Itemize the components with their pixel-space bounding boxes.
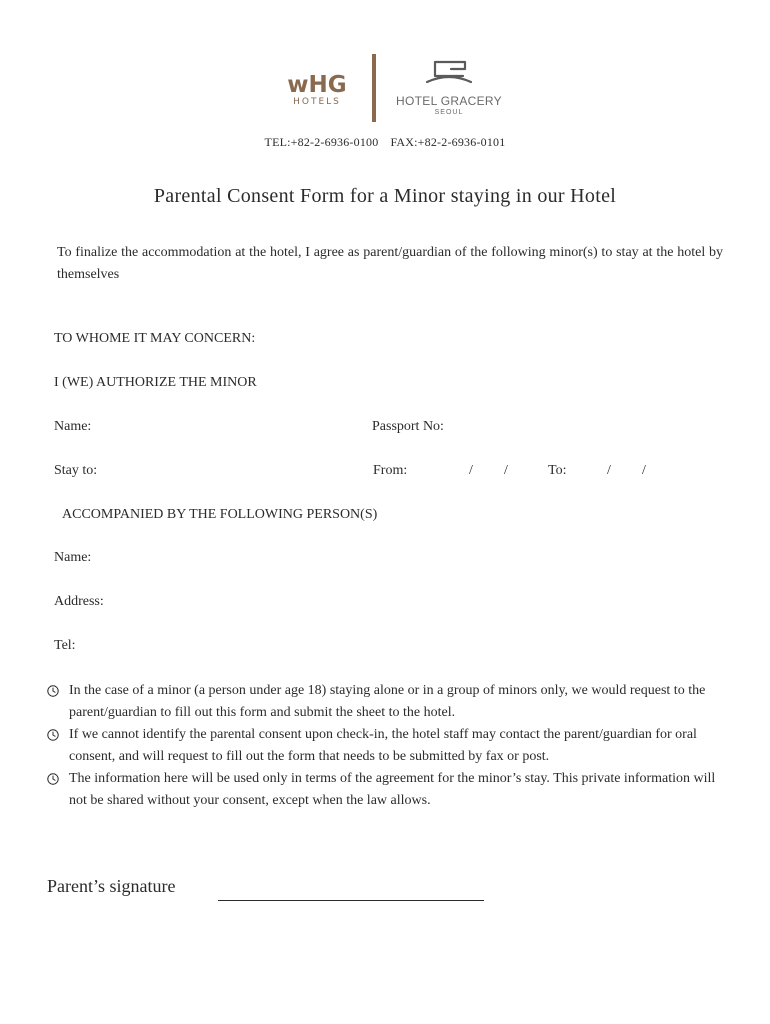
minor-name-label: Name: <box>54 419 92 434</box>
clock-icon <box>46 772 60 786</box>
intro-paragraph: To finalize the accommodation at the hotel, I agree as parent/guardian of the following minor(s) to stay at the hotel by themselves <box>57 245 723 282</box>
whg-hotels-logo <box>282 72 352 108</box>
guardian-name-label: Name: <box>54 550 92 565</box>
hotel-gracery-logo <box>394 58 504 118</box>
whg-logo-mark: wHG <box>287 72 347 98</box>
note-item <box>46 768 736 812</box>
from-date-separator-2: / <box>504 463 508 478</box>
parent-signature-label: Parent’s signature <box>47 876 176 896</box>
gracery-logo-name: HOTEL GRACERY <box>396 94 502 108</box>
from-label: From: <box>373 463 408 478</box>
to-date-separator-1: / <box>607 463 611 478</box>
whg-logo-sub: HOTELS <box>293 97 341 107</box>
contact-info <box>0 135 770 150</box>
note-item <box>46 680 736 724</box>
hotel-fax: FAX:+82-2-6936-0101 <box>390 135 506 149</box>
from-date-separator-1: / <box>469 463 473 478</box>
accompanied-heading: ACCOMPANIED BY THE FOLLOWING PERSON(S) <box>62 507 378 522</box>
form-title: Parental Consent Form for a Minor staying in our Hotel <box>153 185 617 207</box>
gracery-emblem-icon <box>421 58 477 88</box>
address-label: Address: <box>54 594 104 609</box>
hotel-tel: TEL:+82-2-6936-0100 <box>264 135 379 149</box>
to-label: To: <box>548 463 567 478</box>
passport-label: Passport No: <box>372 419 444 434</box>
signature-line[interactable] <box>218 900 484 901</box>
tel-label: Tel: <box>54 638 76 653</box>
note-text-1: In the case of a minor (a person under age 18) staying alone or in a group of minors only, we would request to the parent/guardian to fill out this form and submit the sheet to the hotel. <box>69 683 706 720</box>
note-text-3: The information here will be used only in terms of the agreement for the minor’s stay. This private information will not be shared without your consent, except when the law allows. <box>69 771 716 808</box>
authorize-heading: I (WE) AUTHORIZE THE MINOR <box>54 375 257 390</box>
to-date-separator-2: / <box>642 463 646 478</box>
note-text-2: If we cannot identify the parental consent upon check-in, the hotel staff may contact the parent/guardian for oral consent, and will request to fill out the form that needs to be submitted by fax or post. <box>69 727 697 764</box>
clock-icon <box>46 728 60 742</box>
notes-section <box>46 680 736 812</box>
gracery-logo-city: SEOUL <box>434 109 464 116</box>
clock-icon <box>46 684 60 698</box>
logo-divider <box>372 54 376 122</box>
note-item <box>46 724 736 768</box>
stay-to-label: Stay to: <box>54 463 98 478</box>
to-whom-heading: TO WHOME IT MAY CONCERN: <box>54 331 256 346</box>
